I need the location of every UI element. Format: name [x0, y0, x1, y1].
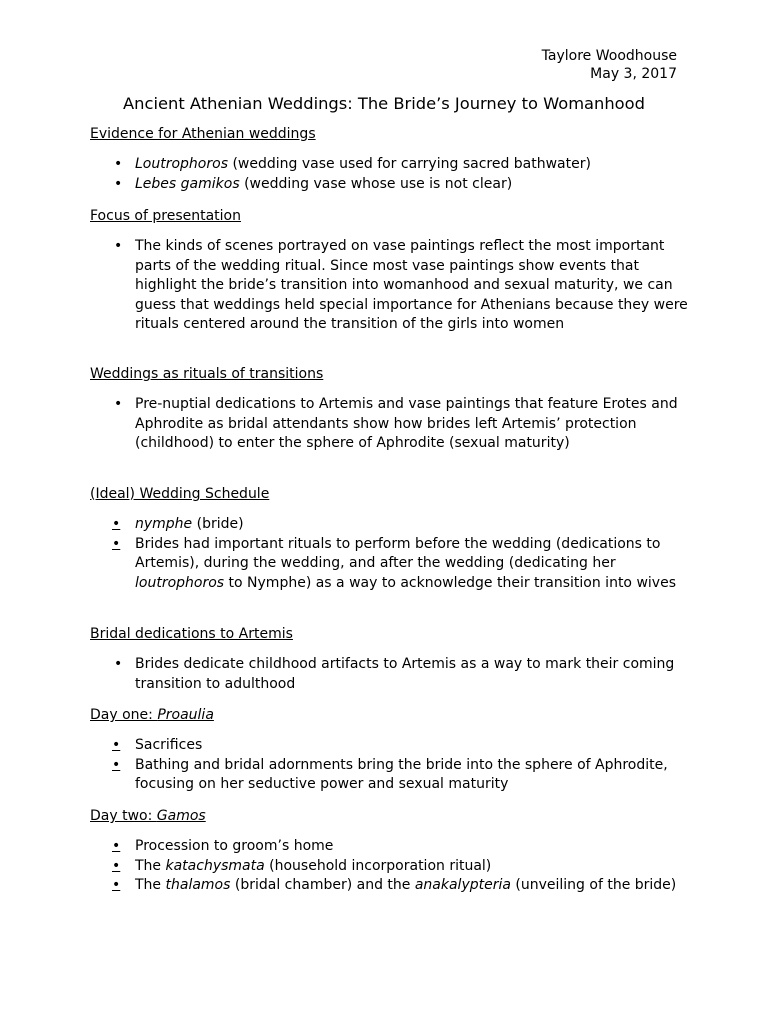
bullet-icon: • — [114, 156, 123, 172]
item-text: Pre-nuptial dedications to Artemis and vase paintings that feature Erotes and Aphrodite as bridal attendants show how brides left Artemis’ protection (childhood) to enter the sphere of Aphrodite (sexual maturity) — [135, 396, 678, 452]
list-item — [90, 395, 690, 454]
list-item — [90, 655, 690, 694]
list-item — [90, 155, 690, 175]
section-heading: Focus of presentation — [90, 208, 241, 224]
item-text: The — [135, 857, 166, 874]
item-text: (bride) — [192, 516, 244, 532]
list-item — [90, 756, 690, 795]
heading-italic: Proaulia — [157, 707, 214, 723]
author-block — [542, 47, 677, 83]
heading-italic: Gamos — [156, 808, 206, 824]
item-text: Brides had important rituals to perform before the wedding (dedications to Artemis), during the wedding, and after the wedding (dedicating her — [135, 535, 661, 572]
bullet-list — [90, 395, 690, 454]
section-day-one — [90, 705, 690, 795]
item-text: (wedding vase used for carrying sacred bathwater) — [228, 156, 591, 172]
section-evidence — [90, 124, 690, 194]
item-text: Procession to groom’s home — [135, 838, 334, 854]
section-heading — [90, 705, 690, 725]
bullet-icon: • — [114, 656, 123, 672]
bullet-icon: • — [114, 238, 123, 254]
bullet-icon: • — [112, 857, 121, 874]
bullet-list — [90, 736, 690, 795]
item-text: (unveiling of the bride) — [510, 877, 677, 894]
item-text: The kinds of scenes portrayed on vase paintings reflect the most important parts of the wedding ritual. Since most vase paintings show events that highlight the bride’s transition into womanhood and sexual maturity, we can guess that weddings held special importance for Athenians because they were rituals centered around the transition of the girls into women — [135, 238, 688, 333]
section-day-two — [90, 806, 690, 896]
bullet-icon: • — [112, 838, 121, 854]
bullet-icon: • — [114, 175, 123, 192]
term-italic: katachysmata — [165, 857, 265, 874]
item-text: Brides dedicate childhood artifacts to Artemis as a way to mark their coming transition to adulthood — [135, 656, 675, 692]
bullet-list — [90, 237, 690, 335]
list-item — [90, 736, 690, 756]
item-text: (wedding vase whose use is not clear) — [239, 175, 513, 192]
list-item — [90, 175, 690, 195]
heading-text: Day two: — [90, 808, 157, 824]
term-italic: Loutrophoros — [135, 156, 228, 172]
document-title: Ancient Athenian Weddings: The Bride’s Journey to Womanhood — [123, 94, 645, 113]
bullet-icon: • — [112, 756, 121, 773]
list-item — [90, 857, 690, 877]
bullet-icon: • — [112, 516, 121, 532]
section-focus — [90, 206, 690, 335]
item-text: The — [135, 877, 166, 894]
heading-text: Day one: — [90, 707, 158, 723]
item-text: Bathing and bridal adornments bring the bride into the sphere of Aphrodite, focusing on her seductive power and sexual maturity — [135, 756, 668, 793]
author-name: Taylore Woodhouse — [541, 48, 677, 64]
term-italic: anakalypteria — [414, 877, 511, 894]
bullet-list — [90, 837, 690, 896]
section-transitions — [90, 364, 690, 454]
term-italic: Lebes gamikos — [135, 175, 240, 192]
term-italic: nymphe — [135, 516, 193, 532]
section-dedications — [90, 624, 690, 694]
item-text: (bridal chamber) and the — [230, 877, 415, 894]
section-heading: (Ideal) Wedding Schedule — [90, 486, 270, 502]
bullet-list — [90, 155, 690, 194]
document-date: May 3, 2017 — [590, 66, 677, 82]
item-text: Sacrifices — [135, 737, 203, 753]
list-item — [90, 515, 690, 535]
bullet-icon: • — [114, 396, 123, 412]
item-text: to Nymphe) as a way to acknowledge their transition into wives — [224, 574, 676, 591]
section-heading: Evidence for Athenian weddings — [90, 126, 316, 142]
section-heading: Weddings as rituals of transitions — [90, 366, 324, 382]
list-item — [90, 535, 690, 594]
bullet-list — [90, 515, 690, 593]
section-heading: Bridal dedications to Artemis — [90, 626, 293, 642]
term-italic: loutrophoros — [135, 574, 225, 591]
bullet-icon: • — [112, 737, 121, 753]
term-italic: thalamos — [165, 877, 231, 894]
list-item — [90, 876, 690, 896]
item-text: (household incorporation ritual) — [264, 857, 492, 874]
bullet-list — [90, 655, 690, 694]
section-schedule — [90, 484, 690, 593]
section-heading — [90, 806, 690, 826]
list-item — [90, 237, 690, 335]
list-item — [90, 837, 690, 857]
bullet-icon: • — [112, 535, 121, 552]
bullet-icon: • — [112, 877, 121, 894]
